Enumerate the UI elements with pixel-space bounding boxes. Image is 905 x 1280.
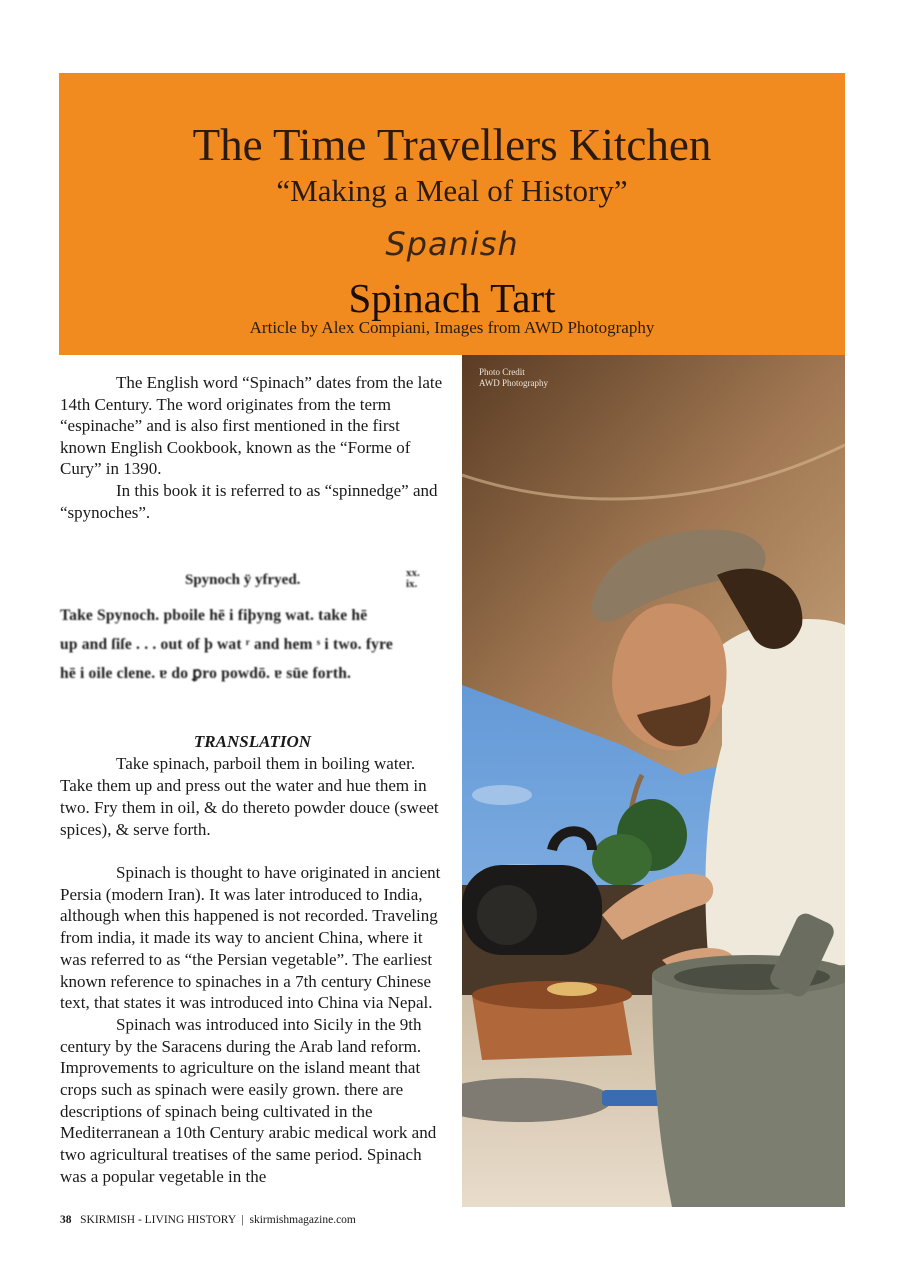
manuscript-number: xx. ix.	[406, 567, 420, 590]
footer-separator: |	[241, 1214, 244, 1226]
page-title: The Time Travellers Kitchen	[192, 120, 712, 170]
page-number: 38	[60, 1214, 72, 1226]
intro-paragraph: In this book it is referred to as “spinnedge” and “spynoches”.	[60, 480, 438, 522]
page-footer	[60, 1214, 356, 1226]
script-word: Spanish	[385, 225, 519, 263]
history-text	[60, 862, 450, 1188]
dish-title: Spinach Tart	[348, 275, 556, 321]
manuscript-line: up and ſiſe . . . out of þ wat ʳ and hem ˢ i two. fyre	[60, 636, 394, 653]
cook-photo-illustration	[462, 355, 845, 1207]
intro-paragraph: The English word “Spinach” dates from the late 14th Century. The word originates from the term “espinache” and is also first mentioned in the first known English Cookbook, known as the “Forme of Cury” in 1390.	[60, 373, 443, 479]
manuscript-line: Take Spynoch. pboile hē i fiþyng wat. take hē	[60, 607, 368, 624]
manuscript-excerpt	[60, 560, 445, 690]
translation-heading: TRANSLATION	[193, 732, 312, 751]
title-banner	[59, 73, 845, 355]
intro-text	[60, 372, 445, 523]
website-link[interactable]: skirmishmagazine.com	[249, 1214, 356, 1226]
photo-credit-line: Photo Credit	[479, 367, 525, 377]
photo-credit	[479, 367, 548, 389]
history-paragraph: Spinach was introduced into Sicily in the 9th century by the Saracens during the Arab land reform. Improvements to agriculture on the island meant that crops such as spinach were easily grown. there are descriptions of spinach being cultivated in the Mediterranean a 10th Century arabic medical work and two agricultural treatises of the same period. Spinach was a popular vegetable in the	[60, 1014, 437, 1186]
byline: Article by Alex Compiani, Images from AWD Photography	[249, 318, 655, 337]
magazine-name: SKIRMISH - LIVING HISTORY	[80, 1214, 236, 1226]
manuscript-heading: Spynoch ÿ yfryed.	[185, 572, 301, 588]
page-subtitle: “Making a Meal of History”	[276, 173, 628, 208]
translation-section	[60, 731, 445, 841]
translation-text: Take spinach, parboil them in boiling water. Take them up and press out the water and hue them in two. Fry them in oil, & do thereto powder douce (sweet spices), & serve forth.	[60, 754, 439, 839]
photo-credit-line: AWD Photography	[479, 378, 549, 388]
history-paragraph: Spinach is thought to have originated in ancient Persia (modern Iran). It was later introduced to India, although when this happened is not recorded. Traveling from india, it made its way to ancient China, where it was referred to as “the Persian vegetable”. The earliest known reference to spinaches in a 7th century Chinese text, that states it was introduced into China via Nepal.	[60, 863, 441, 1013]
cook-photo	[462, 355, 845, 1207]
manuscript-line: hē i oile clene. ɐ do ꝑro powdō. ɐ sūe forth.	[60, 665, 352, 682]
